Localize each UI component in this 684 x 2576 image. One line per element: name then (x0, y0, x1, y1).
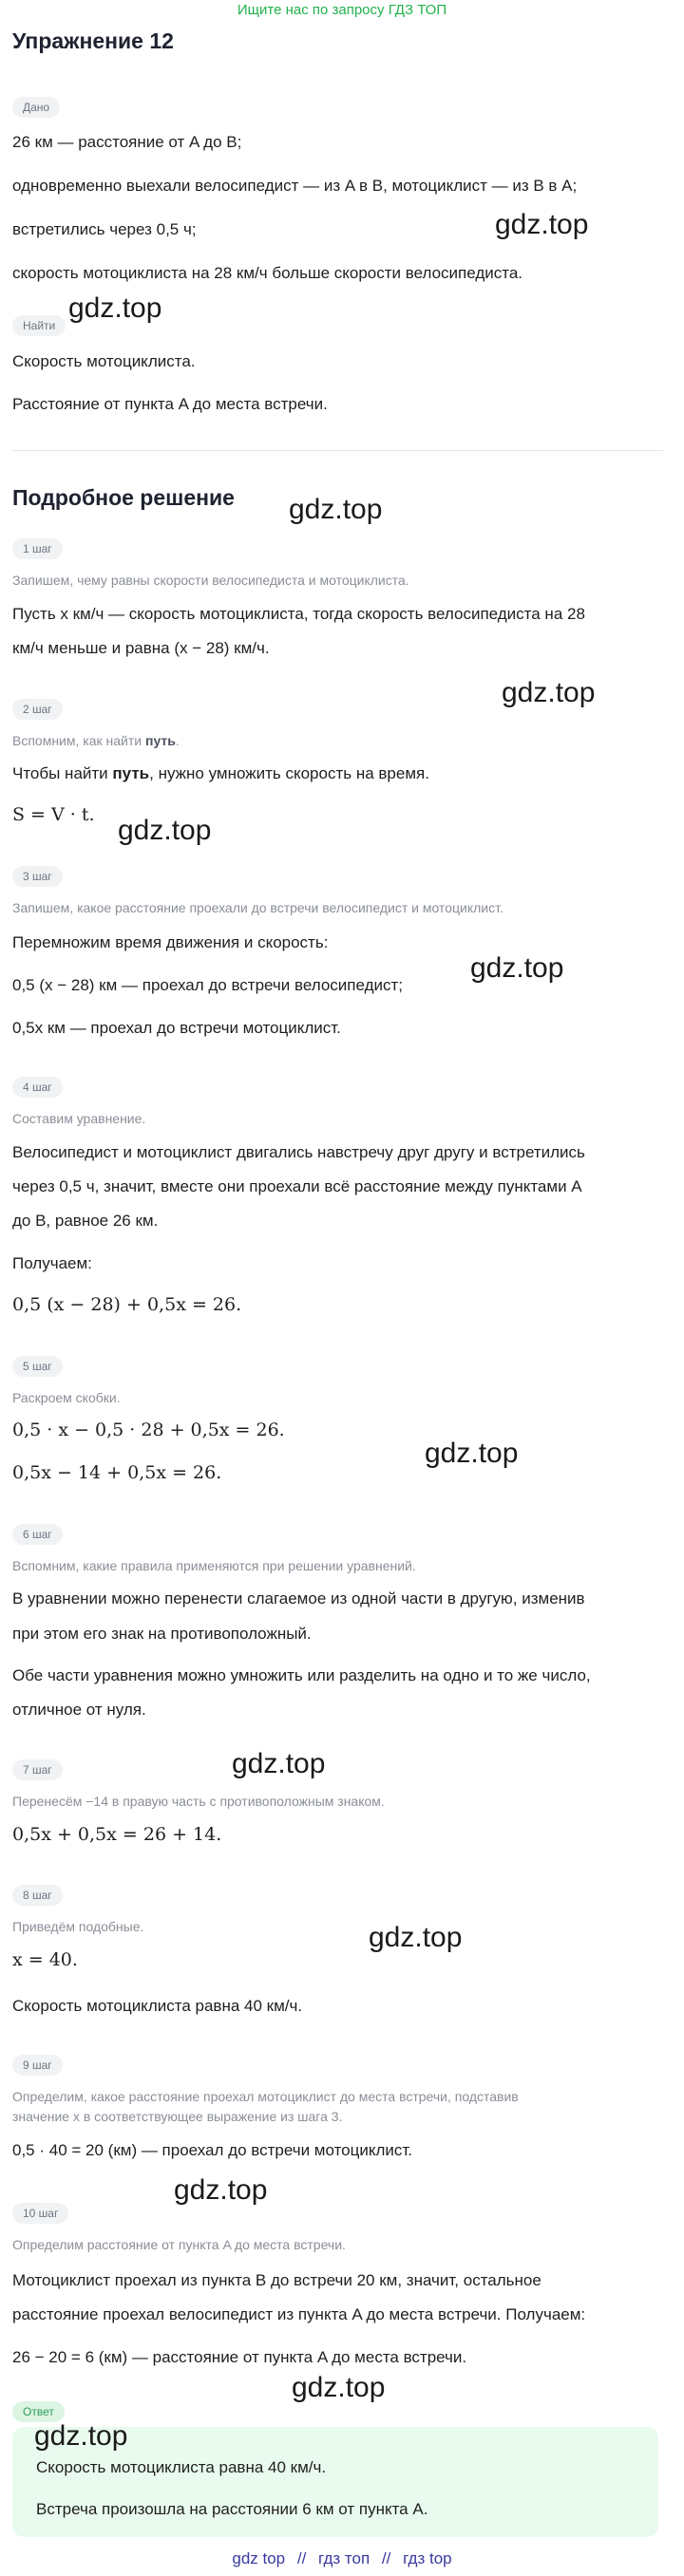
step-5-note: Раскроем скобки. (12, 1390, 121, 1405)
step-6-line-4: отличное от нуля. (12, 1701, 146, 1719)
find-tag: Найти (12, 315, 66, 336)
step-1-tag: 1 шаг (12, 538, 63, 559)
watermark: gdz.top (34, 2420, 128, 2452)
answer-tag: Ответ (12, 2401, 65, 2422)
answer-line-2: Встреча произошла на расстоянии 6 км от пункта A. (36, 2500, 428, 2518)
step-4-line-3: до B, равное 26 км. (12, 1212, 159, 1230)
exercise-title: Упражнение 12 (12, 28, 174, 53)
footer-link[interactable]: gdz top (232, 2549, 286, 2567)
step-5-formula-2: 0,5x − 14 + 0,5x = 26. (12, 1462, 222, 1483)
step-4-formula: 0,5 (x − 28) + 0,5x = 26. (12, 1294, 242, 1315)
step-8-formula: x = 40. (12, 1949, 78, 1970)
step-4-tag: 4 шаг (12, 1077, 63, 1098)
step-5-formula-1: 0,5 · x − 0,5 · 28 + 0,5x = 26. (12, 1420, 285, 1440)
given-line-1: 26 км — расстояние от A до B; (12, 133, 242, 151)
divider (12, 450, 663, 451)
step-2-note: Вспомним, как найти путь. (12, 733, 180, 748)
find-line-2: Расстояние от пункта A до места встречи. (12, 395, 328, 413)
step-8-line: Скорость мотоциклиста равна 40 км/ч. (12, 1997, 303, 2015)
given-line-3: встретились через 0,5 ч; (12, 220, 197, 238)
step-2-tag: 2 шаг (12, 699, 63, 720)
step-10-note: Определим расстояние от пункта A до места встречи. (12, 2237, 346, 2252)
given-line-4: скорость мотоциклиста на 28 км/ч больше скорости велосипедиста. (12, 264, 523, 282)
find-line-1: Скорость мотоциклиста. (12, 352, 196, 370)
step-3-line-3: 0,5x км — проехал до встречи мотоциклист. (12, 1019, 341, 1037)
step-8-tag: 8 шаг (12, 1885, 63, 1906)
given-tag: Дано (12, 97, 60, 118)
step-4-line-2: через 0,5 ч, значит, вместе они проехали всё расстояние между пунктами A (12, 1177, 582, 1195)
step-6-line-2: при этом его знак на противоположный. (12, 1625, 312, 1643)
watermark: gdz.top (289, 494, 383, 525)
step-3-line-2: 0,5 (x − 28) км — проехал до встречи велосипедист; (12, 976, 404, 994)
watermark: gdz.top (502, 677, 596, 708)
step-7-tag: 7 шаг (12, 1759, 63, 1780)
footer-link[interactable]: гдз топ (318, 2549, 370, 2567)
step-1-line-2: км/ч меньше и равна (x − 28) км/ч. (12, 639, 270, 657)
step-6-line-3: Обе части уравнения можно умножить или разделить на одно и то же число, (12, 1666, 591, 1684)
watermark: gdz.top (425, 1438, 519, 1469)
watermark: gdz.top (495, 209, 589, 240)
watermark: gdz.top (369, 1922, 463, 1953)
watermark: gdz.top (68, 292, 162, 324)
watermark: gdz.top (174, 2174, 268, 2206)
step-8-note: Приведём подобные. (12, 1919, 144, 1934)
watermark: gdz.top (470, 952, 564, 984)
top-banner[interactable]: Ищите нас по запросу ГДЗ ТОП (237, 2, 447, 18)
footer-separator: // (381, 2549, 391, 2567)
step-4-line-4: Получаем: (12, 1254, 92, 1272)
answer-line-1: Скорость мотоциклиста равна 40 км/ч. (36, 2458, 327, 2476)
step-6-line-1: В уравнении можно перенести слагаемое из одной части в другую, изменив (12, 1589, 585, 1608)
solution-title: Подробное решение (12, 485, 235, 510)
step-9-tag: 9 шаг (12, 2055, 63, 2076)
step-10-line-2: расстояние проехал велосипедист из пункта A до места встречи. Получаем: (12, 2305, 586, 2323)
step-4-line-1: Велосипедист и мотоциклист двигались навстречу друг другу и встретились (12, 1143, 585, 1161)
step-9-note-2: значение x в соответствующее выражение из шага 3. (12, 2109, 343, 2124)
step-1-note: Запишем, чему равны скорости велосипедиста и мотоциклиста. (12, 573, 409, 588)
step-5-tag: 5 шаг (12, 1356, 63, 1377)
footer-separator: // (296, 2549, 307, 2567)
footer-links (0, 2549, 684, 2568)
step-1-line-1: Пусть x км/ч — скорость мотоциклиста, тогда скорость велосипедиста на 28 (12, 605, 585, 623)
step-9-line: 0,5 · 40 = 20 (км) — проехал до встречи мотоциклист. (12, 2141, 413, 2159)
step-3-tag: 3 шаг (12, 866, 63, 887)
step-9-note-1: Определим, какое расстояние проехал мотоциклист до места встречи, подставив (12, 2089, 519, 2104)
watermark: gdz.top (118, 815, 212, 846)
step-3-note: Запишем, какое расстояние проехали до встречи велосипедист и мотоциклист. (12, 900, 504, 915)
step-7-note: Перенесём −14 в правую часть с противоположным знаком. (12, 1794, 385, 1809)
footer-link[interactable]: гдз top (403, 2549, 452, 2567)
step-10-line-1: Мотоциклист проехал из пункта B до встречи 20 км, значит, остальное (12, 2271, 542, 2289)
step-7-formula: 0,5x + 0,5x = 26 + 14. (12, 1824, 222, 1845)
step-10-tag: 10 шаг (12, 2203, 68, 2224)
given-line-2: одновременно выехали велосипедист — из A в B, мотоциклист — из B в A; (12, 177, 578, 195)
step-10-line-3: 26 − 20 = 6 (км) — расстояние от пункта A до места встречи. (12, 2348, 467, 2366)
step-2-formula: S = V · t. (12, 804, 95, 825)
watermark: gdz.top (232, 1748, 326, 1779)
step-6-note: Вспомним, какие правила применяются при решении уравнений. (12, 1558, 416, 1573)
step-2-line: Чтобы найти путь, нужно умножить скорость на время. (12, 764, 429, 782)
watermark: gdz.top (292, 2372, 386, 2403)
step-6-tag: 6 шаг (12, 1524, 63, 1545)
step-3-line-1: Перемножим время движения и скорость: (12, 933, 329, 951)
step-4-note: Составим уравнение. (12, 1111, 146, 1126)
